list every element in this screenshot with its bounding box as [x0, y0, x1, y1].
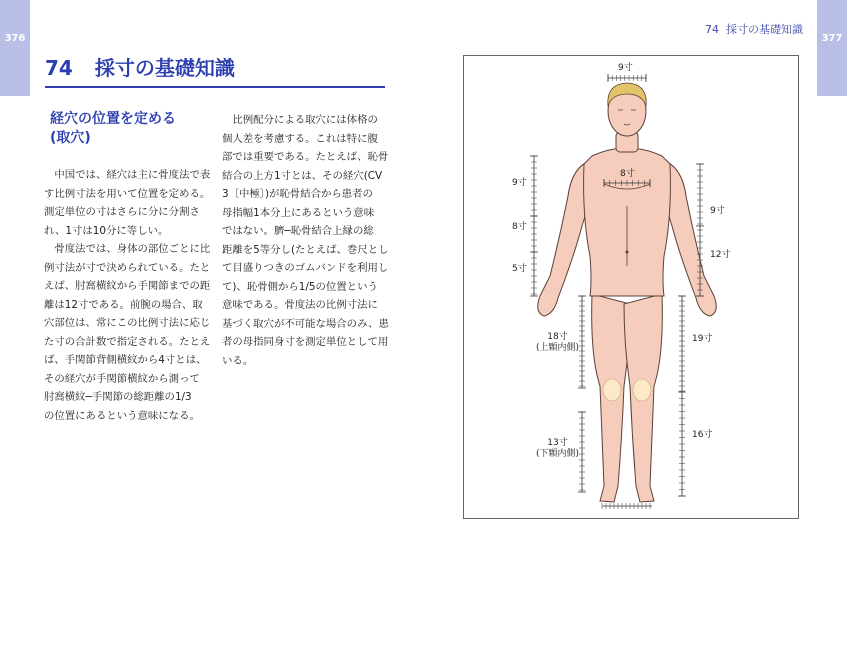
text-line: の位置にあるという意味になる。 [44, 409, 200, 422]
text-line: 肘窩横紋─手関節の総距離の1/3 [44, 391, 192, 403]
label-lower-leg-value: 13寸 [547, 438, 568, 448]
text-line: 比例配分による取穴には体格の [222, 114, 378, 126]
chapter-rule [45, 86, 385, 88]
label-outer-leg: 16寸 [692, 430, 713, 440]
text-line: 例寸法が寸で決められている。たと [44, 261, 211, 274]
text-line: 骨度法では、身体の部位ごとに比 [44, 243, 211, 255]
text-line: 部では重要である。たとえば、恥骨 [222, 151, 389, 163]
page-number-right: 377 [821, 33, 843, 44]
label-nipple-to-navel: 8寸 [512, 222, 527, 232]
chapter-title-text: 採寸の基礎知識 [94, 56, 235, 80]
text-line: 穴部位は、常にこの比例寸法に応じ [44, 317, 211, 329]
running-head-title: 採寸の基礎知識 [726, 23, 803, 36]
text-line: て)、恥骨側から1/5の位置という [222, 280, 378, 293]
head-width-scale [608, 74, 646, 82]
text-line: 個人差を考慮する。これは特に腹 [222, 132, 378, 145]
label-forearm: 12寸 [710, 250, 731, 260]
anatomy-figure [463, 55, 799, 519]
page-number-tab-left [0, 0, 30, 96]
body-text-column-2 [222, 111, 389, 370]
running-head [705, 21, 803, 37]
section-heading [50, 110, 176, 148]
outer-thigh-scale [678, 296, 686, 392]
text-line: えば、肘窩横紋から手関節までの距 [44, 280, 211, 292]
label-chest-width: 8寸 [620, 169, 635, 179]
section-heading-line-1: 経穴の位置を定める [50, 111, 176, 127]
text-line: 距離を5等分し(たとえば、巻尺とし [222, 243, 389, 256]
text-line: れ、1寸は10分に等しい。 [44, 224, 169, 237]
page-number-left: 376 [4, 33, 26, 44]
page-number-tab-right [817, 0, 847, 96]
label-navel-to-pubis: 5寸 [512, 264, 527, 274]
text-line: ば、手関節背側横紋から4寸とは、 [44, 354, 207, 366]
text-line: 基づく取穴が不可能な場合のみ、患 [222, 317, 389, 330]
label-outer-thigh: 19寸 [692, 334, 713, 344]
body-text-column-1 [44, 166, 210, 425]
text-line: た寸の合計数で指定される。たとえ [44, 335, 211, 348]
navel [626, 251, 629, 254]
text-line: 3〔中極〕)が恥骨結合から患者の [222, 188, 373, 200]
label-lower-leg [536, 438, 579, 460]
label-upper-arm: 9寸 [710, 206, 725, 216]
text-line: 母指幅1本分上にあるという意味 [222, 206, 375, 219]
text-line: その経穴が手関節横紋から測って [44, 372, 200, 385]
text-line: 結合の上方1寸とは、その経穴(CV [222, 169, 383, 182]
label-neck-to-nipple: 9寸 [512, 178, 527, 188]
label-thigh-sub: (上顆内側) [536, 343, 580, 353]
text-line: 意味である。骨度法の比例寸法に [222, 299, 378, 311]
section-heading-line-2: (取穴) [50, 130, 91, 146]
text-line: 離は12寸である。前腕の場合、取 [44, 298, 203, 311]
text-line: 者の母指同身寸を測定単位として用 [222, 336, 389, 348]
text-line: す比例寸法を用いて位置を定める。 [44, 187, 211, 200]
label-lower-leg-sub: (下顆内側) [536, 449, 580, 459]
text-line: ではない。臍─恥骨結合上縁の総 [222, 225, 374, 237]
text-line: いる。 [222, 354, 254, 367]
running-head-number: 74 [705, 23, 719, 36]
thigh-scale [578, 296, 586, 388]
chapter-title [45, 52, 235, 81]
body-proportion-illustration [464, 56, 798, 518]
label-head-width: 9寸 [618, 63, 633, 73]
text-line: て目盛りつきのゴムバンドを利用し [222, 262, 389, 274]
text-line: 中国では、経穴は主に骨度法で表 [44, 169, 211, 181]
label-thigh [536, 332, 579, 354]
text-line: 測定単位の寸はさらに分に分割さ [44, 206, 200, 218]
label-thigh-value: 18寸 [547, 332, 568, 342]
chapter-number: 74 [45, 56, 73, 80]
